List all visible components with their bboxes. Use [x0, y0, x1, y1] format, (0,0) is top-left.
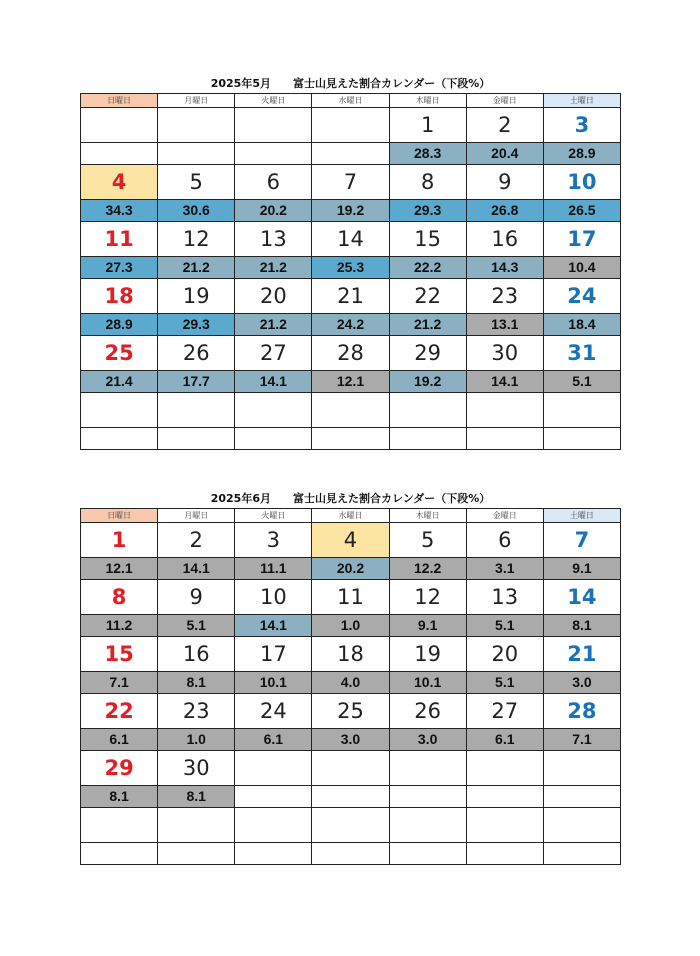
- weekday-header: 木曜日: [389, 509, 466, 523]
- day-cell: 21: [543, 637, 620, 672]
- day-cell: 4: [81, 165, 158, 200]
- percentage-cell: 22.2: [389, 257, 466, 279]
- day-cell: 12: [158, 222, 235, 257]
- percentage-cell: 28.3: [389, 143, 466, 165]
- day-cell: 7: [543, 523, 620, 558]
- day-cell: 9: [158, 580, 235, 615]
- day-cell: 11: [312, 580, 389, 615]
- day-cell: 22: [389, 279, 466, 314]
- percentage-cell: [312, 843, 389, 865]
- percentage-cell: 6.1: [81, 729, 158, 751]
- june-week-5-days: [81, 751, 621, 786]
- day-cell: [543, 751, 620, 786]
- day-cell: 23: [466, 279, 543, 314]
- percentage-cell: 6.1: [466, 729, 543, 751]
- percentage-cell: 14.3: [466, 257, 543, 279]
- june-title: 2025年6月 富士山見えた割合カレンダー（下段%）: [210, 492, 491, 505]
- day-cell: 8: [389, 165, 466, 200]
- percentage-cell: 12.1: [81, 558, 158, 580]
- day-cell: 16: [466, 222, 543, 257]
- may-week-1-days: [81, 108, 621, 143]
- day-cell: 5: [389, 523, 466, 558]
- may-week-3-percentages: [81, 257, 621, 279]
- day-cell: 27: [466, 694, 543, 729]
- day-cell: 28: [543, 694, 620, 729]
- day-cell: [466, 751, 543, 786]
- percentage-cell: [235, 143, 312, 165]
- june-weekday-header-row: [81, 509, 621, 523]
- percentage-cell: [543, 428, 620, 450]
- percentage-cell: [158, 428, 235, 450]
- percentage-cell: 8.1: [158, 672, 235, 694]
- day-cell: 17: [235, 637, 312, 672]
- percentage-cell: 10.1: [389, 672, 466, 694]
- may-week-2-days: [81, 165, 621, 200]
- percentage-cell: 7.1: [543, 729, 620, 751]
- day-cell: [543, 808, 620, 843]
- may-week-2-percentages: [81, 200, 621, 222]
- day-cell: 1: [389, 108, 466, 143]
- percentage-cell: 1.0: [312, 615, 389, 637]
- june-week-6-days: [81, 808, 621, 843]
- percentage-cell: 17.7: [158, 371, 235, 393]
- day-cell: [389, 808, 466, 843]
- day-cell: 18: [312, 637, 389, 672]
- day-cell: 12: [389, 580, 466, 615]
- percentage-cell: 28.9: [81, 314, 158, 336]
- percentage-cell: [81, 428, 158, 450]
- day-cell: 28: [312, 336, 389, 371]
- june-calendar: [80, 491, 621, 865]
- percentage-cell: 20.2: [312, 558, 389, 580]
- may-week-4-percentages: [81, 314, 621, 336]
- weekday-header: 水曜日: [312, 509, 389, 523]
- percentage-cell: 14.1: [466, 371, 543, 393]
- day-cell: 5: [158, 165, 235, 200]
- weekday-header: 日曜日: [81, 94, 158, 108]
- day-cell: 26: [158, 336, 235, 371]
- day-cell: [466, 393, 543, 428]
- may-week-6-days: [81, 393, 621, 428]
- day-cell: [158, 108, 235, 143]
- percentage-cell: 8.1: [81, 786, 158, 808]
- day-cell: 6: [235, 165, 312, 200]
- day-cell: 3: [543, 108, 620, 143]
- may-week-1-percentages: [81, 143, 621, 165]
- day-cell: [312, 108, 389, 143]
- percentage-cell: 9.1: [543, 558, 620, 580]
- percentage-cell: [158, 143, 235, 165]
- day-cell: 13: [466, 580, 543, 615]
- day-cell: 19: [158, 279, 235, 314]
- percentage-cell: 5.1: [543, 371, 620, 393]
- day-cell: [81, 808, 158, 843]
- weekday-header: 火曜日: [235, 94, 312, 108]
- percentage-cell: [235, 843, 312, 865]
- percentage-cell: [466, 843, 543, 865]
- percentage-cell: 10.1: [235, 672, 312, 694]
- percentage-cell: 13.1: [466, 314, 543, 336]
- weekday-header: 木曜日: [389, 94, 466, 108]
- percentage-cell: 24.2: [312, 314, 389, 336]
- june-week-3-percentages: [81, 672, 621, 694]
- percentage-cell: 14.1: [235, 371, 312, 393]
- percentage-cell: [81, 143, 158, 165]
- weekday-header: 月曜日: [158, 94, 235, 108]
- percentage-cell: 21.2: [158, 257, 235, 279]
- june-week-2-percentages: [81, 615, 621, 637]
- may-table: [80, 93, 621, 450]
- percentage-cell: 11.1: [235, 558, 312, 580]
- percentage-cell: 18.4: [543, 314, 620, 336]
- day-cell: 24: [235, 694, 312, 729]
- weekday-header: 金曜日: [466, 94, 543, 108]
- day-cell: 29: [81, 751, 158, 786]
- percentage-cell: 8.1: [543, 615, 620, 637]
- day-cell: [81, 108, 158, 143]
- weekday-header: 月曜日: [158, 509, 235, 523]
- percentage-cell: 29.3: [389, 200, 466, 222]
- may-week-6-percentages: [81, 428, 621, 450]
- day-cell: 19: [389, 637, 466, 672]
- percentage-cell: 34.3: [81, 200, 158, 222]
- day-cell: 6: [466, 523, 543, 558]
- percentage-cell: 21.2: [389, 314, 466, 336]
- day-cell: 23: [158, 694, 235, 729]
- may-weekday-header-row: [81, 94, 621, 108]
- day-cell: 27: [235, 336, 312, 371]
- percentage-cell: [235, 428, 312, 450]
- percentage-cell: 26.8: [466, 200, 543, 222]
- day-cell: 14: [543, 580, 620, 615]
- percentage-cell: 20.2: [235, 200, 312, 222]
- weekday-header: 土曜日: [543, 509, 620, 523]
- may-week-4-days: [81, 279, 621, 314]
- percentage-cell: [466, 786, 543, 808]
- percentage-cell: [389, 786, 466, 808]
- day-cell: 26: [389, 694, 466, 729]
- weekday-header: 金曜日: [466, 509, 543, 523]
- day-cell: 11: [81, 222, 158, 257]
- day-cell: [312, 751, 389, 786]
- day-cell: 25: [312, 694, 389, 729]
- percentage-cell: [543, 786, 620, 808]
- percentage-cell: 1.0: [158, 729, 235, 751]
- percentage-cell: 21.2: [235, 257, 312, 279]
- day-cell: 4: [312, 523, 389, 558]
- percentage-cell: 9.1: [389, 615, 466, 637]
- percentage-cell: [543, 843, 620, 865]
- percentage-cell: [389, 428, 466, 450]
- day-cell: 31: [543, 336, 620, 371]
- june-week-3-days: [81, 637, 621, 672]
- percentage-cell: 12.2: [389, 558, 466, 580]
- june-week-1-percentages: [81, 558, 621, 580]
- percentage-cell: [312, 786, 389, 808]
- day-cell: [389, 751, 466, 786]
- may-week-3-days: [81, 222, 621, 257]
- day-cell: 9: [466, 165, 543, 200]
- weekday-header: 土曜日: [543, 94, 620, 108]
- percentage-cell: 20.4: [466, 143, 543, 165]
- june-week-5-percentages: [81, 786, 621, 808]
- day-cell: 3: [235, 523, 312, 558]
- day-cell: 16: [158, 637, 235, 672]
- day-cell: [312, 808, 389, 843]
- percentage-cell: [312, 143, 389, 165]
- percentage-cell: 27.3: [81, 257, 158, 279]
- percentage-cell: 5.1: [466, 672, 543, 694]
- percentage-cell: 14.1: [158, 558, 235, 580]
- percentage-cell: 3.0: [389, 729, 466, 751]
- percentage-cell: [81, 843, 158, 865]
- weekday-header: 日曜日: [81, 509, 158, 523]
- percentage-cell: 21.2: [235, 314, 312, 336]
- percentage-cell: [158, 843, 235, 865]
- percentage-cell: 3.0: [312, 729, 389, 751]
- percentage-cell: 11.2: [81, 615, 158, 637]
- percentage-cell: 7.1: [81, 672, 158, 694]
- may-title: 2025年5月 富士山見えた割合カレンダー（下段%）: [210, 77, 491, 90]
- day-cell: [235, 808, 312, 843]
- may-week-5-percentages: [81, 371, 621, 393]
- day-cell: [543, 393, 620, 428]
- may-table-body: [81, 94, 621, 450]
- percentage-cell: 8.1: [158, 786, 235, 808]
- percentage-cell: 26.5: [543, 200, 620, 222]
- percentage-cell: 12.1: [312, 371, 389, 393]
- day-cell: 15: [389, 222, 466, 257]
- june-week-4-percentages: [81, 729, 621, 751]
- day-cell: 29: [389, 336, 466, 371]
- day-cell: [235, 108, 312, 143]
- day-cell: 8: [81, 580, 158, 615]
- weekday-header: 水曜日: [312, 94, 389, 108]
- day-cell: 2: [158, 523, 235, 558]
- percentage-cell: 4.0: [312, 672, 389, 694]
- june-week-4-days: [81, 694, 621, 729]
- may-week-5-days: [81, 336, 621, 371]
- day-cell: 15: [81, 637, 158, 672]
- day-cell: 30: [466, 336, 543, 371]
- day-cell: 7: [312, 165, 389, 200]
- percentage-cell: 5.1: [466, 615, 543, 637]
- day-cell: 20: [235, 279, 312, 314]
- percentage-cell: 28.9: [543, 143, 620, 165]
- percentage-cell: 3.0: [543, 672, 620, 694]
- percentage-cell: 30.6: [158, 200, 235, 222]
- percentage-cell: 14.1: [235, 615, 312, 637]
- day-cell: 21: [312, 279, 389, 314]
- june-table: [80, 508, 621, 865]
- june-week-2-days: [81, 580, 621, 615]
- day-cell: 1: [81, 523, 158, 558]
- percentage-cell: 19.2: [389, 371, 466, 393]
- day-cell: 25: [81, 336, 158, 371]
- percentage-cell: 3.1: [466, 558, 543, 580]
- percentage-cell: [466, 428, 543, 450]
- june-table-body: [81, 509, 621, 865]
- day-cell: 10: [235, 580, 312, 615]
- day-cell: [81, 393, 158, 428]
- may-calendar: [80, 76, 621, 450]
- day-cell: 18: [81, 279, 158, 314]
- day-cell: 10: [543, 165, 620, 200]
- percentage-cell: 29.3: [158, 314, 235, 336]
- percentage-cell: 25.3: [312, 257, 389, 279]
- june-week-1-days: [81, 523, 621, 558]
- day-cell: 17: [543, 222, 620, 257]
- percentage-cell: 5.1: [158, 615, 235, 637]
- day-cell: 14: [312, 222, 389, 257]
- percentage-cell: [312, 428, 389, 450]
- percentage-cell: 19.2: [312, 200, 389, 222]
- weekday-header: 火曜日: [235, 509, 312, 523]
- day-cell: [235, 751, 312, 786]
- percentage-cell: [235, 786, 312, 808]
- day-cell: 13: [235, 222, 312, 257]
- day-cell: [389, 393, 466, 428]
- day-cell: [312, 393, 389, 428]
- day-cell: 20: [466, 637, 543, 672]
- day-cell: [158, 393, 235, 428]
- day-cell: 24: [543, 279, 620, 314]
- percentage-cell: 21.4: [81, 371, 158, 393]
- percentage-cell: 10.4: [543, 257, 620, 279]
- percentage-cell: [389, 843, 466, 865]
- day-cell: [158, 808, 235, 843]
- day-cell: 30: [158, 751, 235, 786]
- day-cell: [466, 808, 543, 843]
- percentage-cell: 6.1: [235, 729, 312, 751]
- day-cell: 22: [81, 694, 158, 729]
- june-week-6-percentages: [81, 843, 621, 865]
- day-cell: [235, 393, 312, 428]
- day-cell: 2: [466, 108, 543, 143]
